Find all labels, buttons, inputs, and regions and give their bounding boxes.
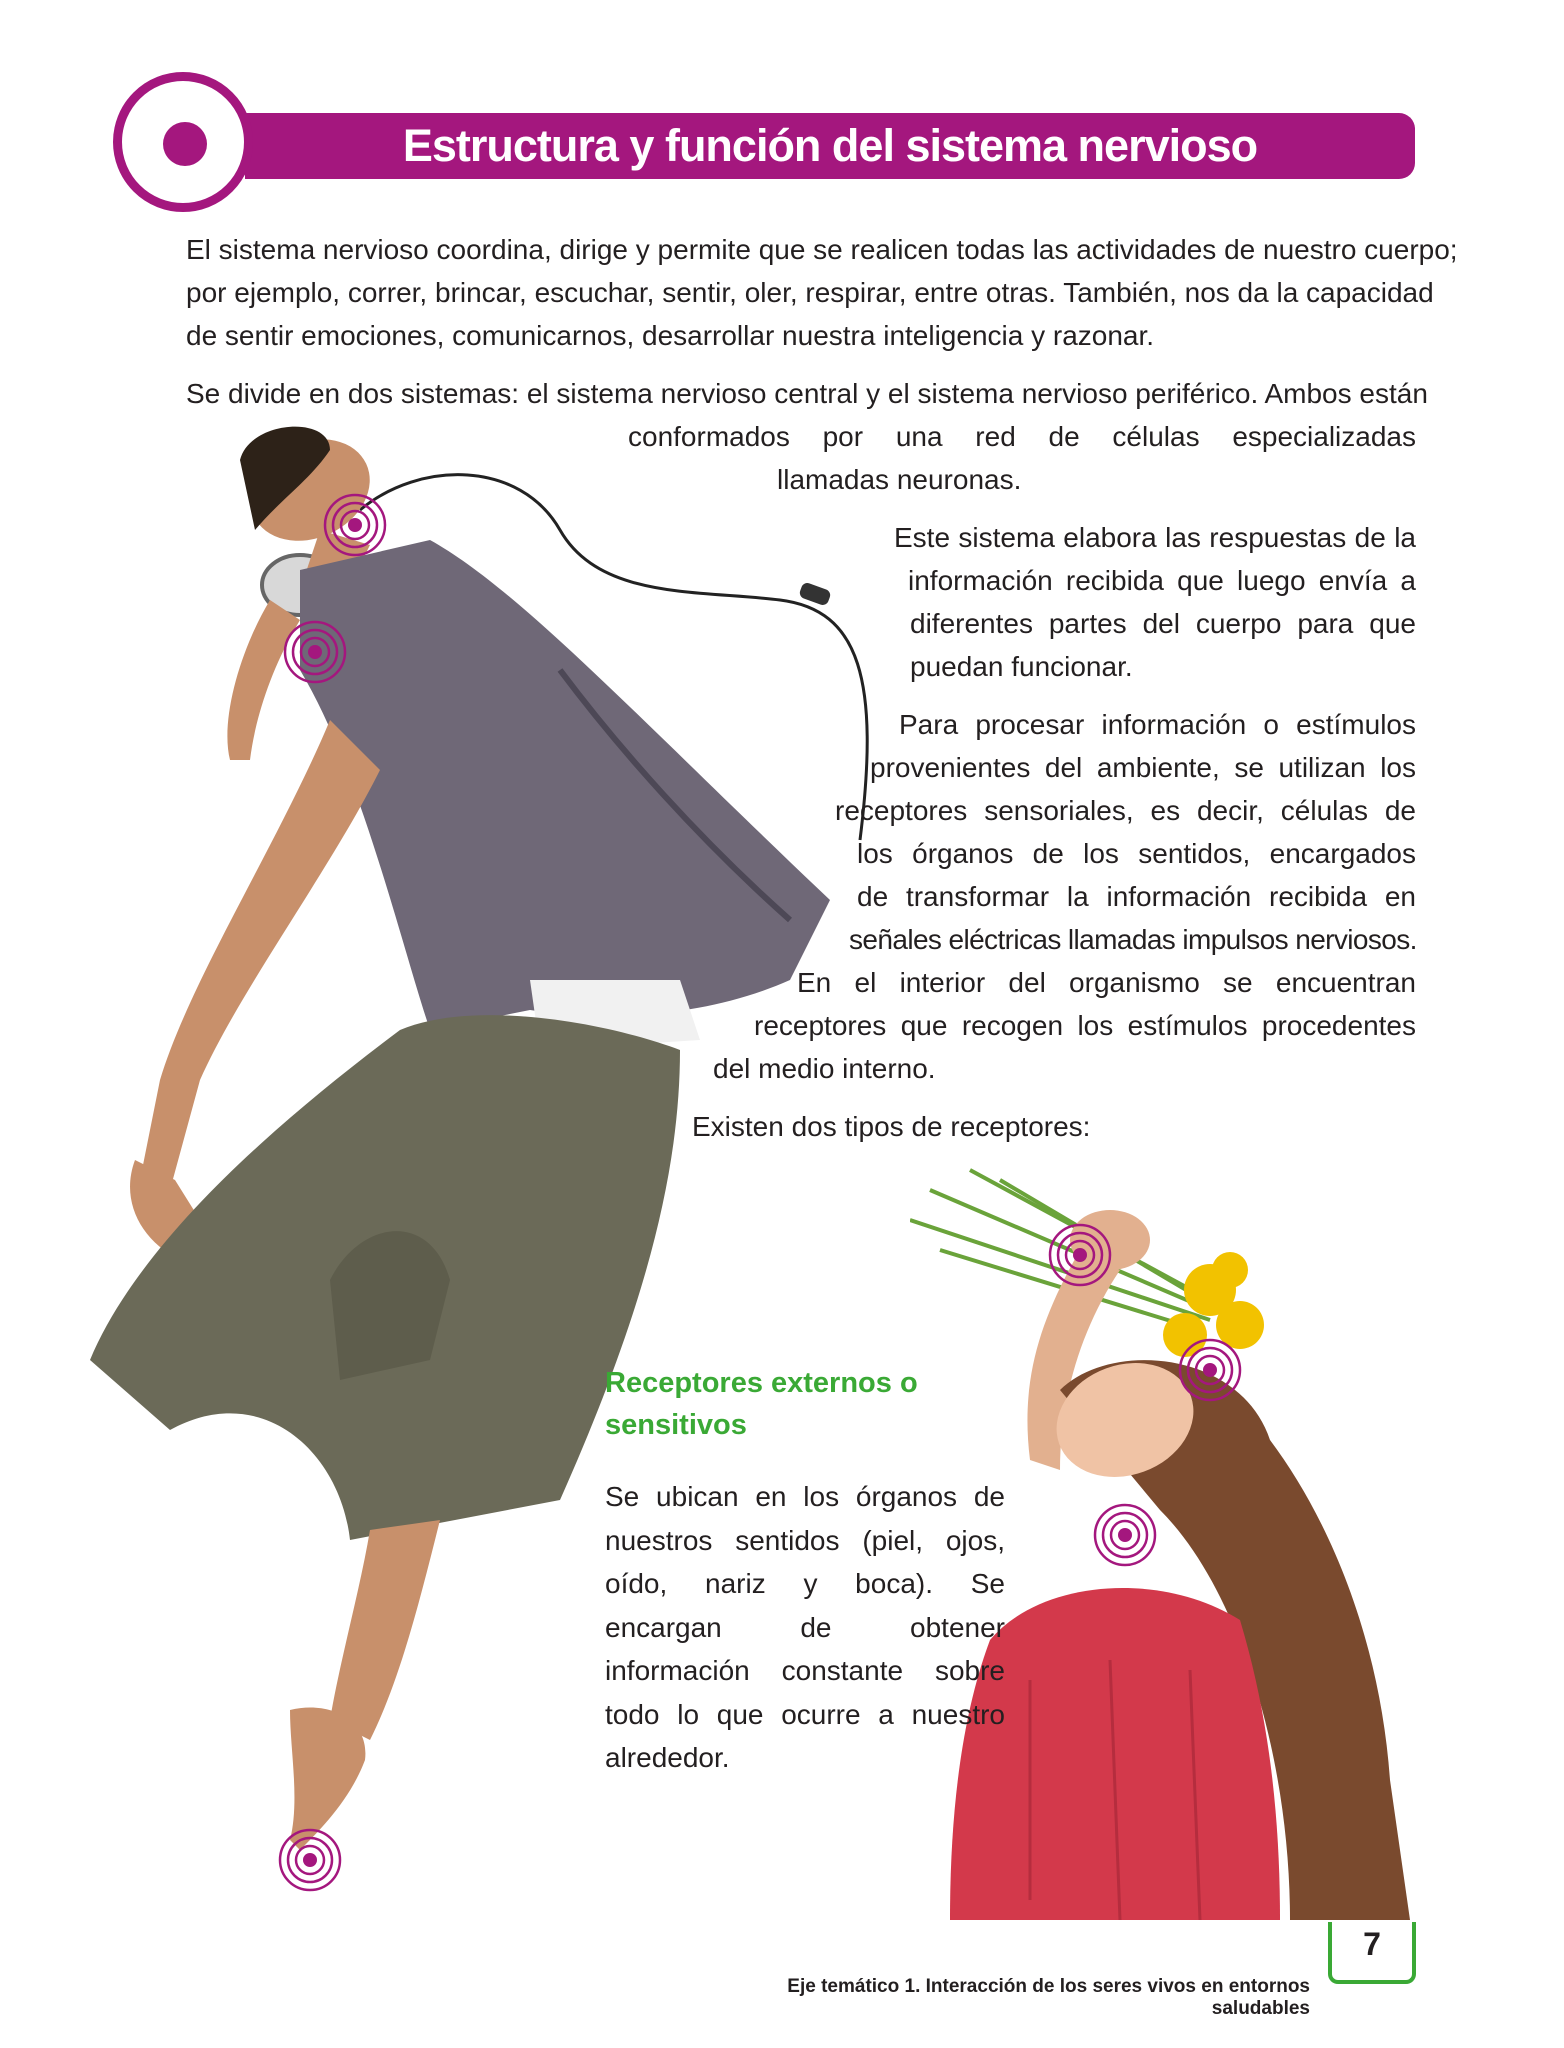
external-receptors-heading: Receptores externos o sensitivos [605, 1367, 918, 1441]
intro-line: El sistema nervioso coordina, dirige y permite que se realicen todas las actividades de nuestro cuerpo; [186, 234, 1458, 265]
stimuli-line: de transformar la información recibida en [857, 881, 1416, 912]
page-number: 7 [1363, 1926, 1381, 1962]
receptor-types-intro: Existen dos tipos de receptores: [692, 1111, 1091, 1142]
stimuli-line: receptores que recogen los estímulos procedentes [754, 1010, 1416, 1041]
stimuli-line: Para procesar información o estímulos [899, 709, 1416, 740]
stimuli-line: los órganos de los sentidos, encargados [857, 838, 1416, 869]
response-line: diferentes partes del cuerpo para que [910, 608, 1416, 639]
intro-line: por ejemplo, correr, brincar, escuchar, sentir, oler, respirar, entre otras. También, nos da la capacidad [186, 277, 1434, 308]
division-line: Se divide en dos sistemas: el sistema nervioso central y el sistema nervioso periférico. Ambos están [186, 378, 1428, 409]
header-dot-icon [163, 122, 207, 166]
stimuli-line: señales eléctricas llamadas impulsos nerviosos. [849, 924, 1417, 955]
response-line: puedan funcionar. [910, 651, 1133, 682]
stimuli-line: receptores sensoriales, es decir, células de [835, 795, 1416, 826]
response-line: Este sistema elabora las respuestas de la [894, 522, 1416, 553]
page-title: Estructura y función del sistema nervioso [402, 120, 1258, 171]
response-line: información recibida que luego envía a [908, 565, 1416, 596]
footer-axis-label: Eje temático 1. Interacción de los seres vivos en entornos saludables [787, 1976, 1310, 2019]
division-line: llamadas neuronas. [777, 464, 1022, 495]
external-receptors-body: Se ubican en los órganos de nuestros sentidos (piel, ojos, oído, nariz y boca). Se encargan de obtener información constante sobre todo lo que ocurre a nuestro alrededor. [605, 1481, 1005, 1773]
stimuli-line: provenientes del ambiente, se utilizan los [870, 752, 1416, 783]
intro-line: de sentir emociones, comunicarnos, desarrollar nuestra inteligencia y razonar. [186, 320, 1155, 351]
division-line: conformados por una red de células especializadas [628, 421, 1416, 452]
stimuli-line: En el interior del organismo se encuentran [797, 967, 1416, 998]
stimuli-line: del medio interno. [713, 1053, 936, 1084]
